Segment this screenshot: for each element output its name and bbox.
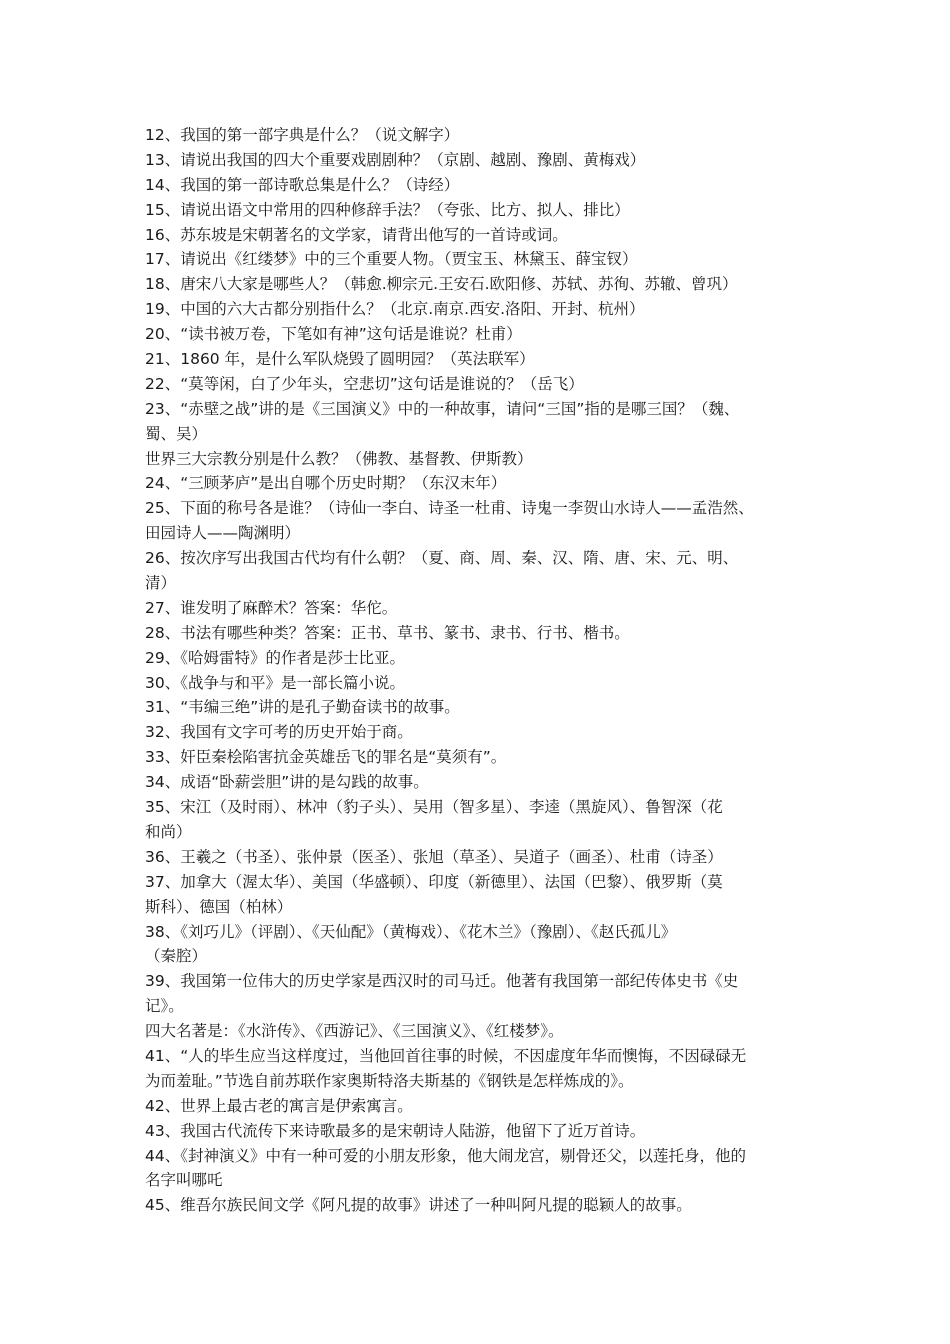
text-line: 17、请说出《红缕梦》中的三个重要人物。（贾宝玉、林黛玉、薛宝钗） (145, 250, 638, 269)
text-line: 44、《封神演义》中有一种可爱的小朋友形象，他大闹龙宫，剔骨还父，以莲托身，他的 (145, 1146, 746, 1165)
text-line: （秦腔） (145, 947, 208, 966)
text-line: 23、“赤壁之战”讲的是《三国演义》中的一种故事，请问“三国”指的是哪三国？（魏、 (145, 399, 740, 418)
text-line: 为而羞耻。”节选自前苏联作家奥斯特洛夫斯基的《钢铁是怎样炼成的》。 (145, 1071, 634, 1090)
document-body (145, 123, 810, 1218)
text-line: 37、加拿大（渥太华）、美国（华盛顿）、印度（新德里）、法国（巴黎）、俄罗斯（莫 (145, 872, 723, 891)
text-line: 30、《战争与和平》是一部长篇小说。 (145, 673, 405, 692)
text-line: 斯科）、德国（柏林） (145, 897, 293, 916)
text-line: 清） (145, 574, 177, 593)
text-line: 18、唐宋八大家是哪些人？（韩愈.柳宗元.王安石.欧阳修、苏轼、苏徇、苏辙、曾巩） (145, 275, 738, 294)
text-line: 27、谁发明了麻醉术？答案：华佗。 (145, 598, 398, 617)
text-line: 26、按次序写出我国古代均有什么朝？（夏、商、周、秦、汉、隋、唐、宋、元、明、 (145, 549, 739, 568)
text-line: 38、《刘巧儿》（评剧）、《天仙配》（黄梅戏）、《花木兰》（豫剧）、《赵氏孤儿》 (145, 922, 677, 941)
text-line: 20、“读书被万卷，下笔如有神”这句话是谁说？杜甫） (145, 325, 522, 344)
text-line: 21、1860 年，是什么军队烧毁了圆明园？（英法联军） (145, 350, 535, 369)
text-line: 世界三大宗教分别是什么教？（佛教、基督教、伊斯教） (145, 449, 533, 468)
text-line: 41、“人的毕生应当这样度过，当他回首往事的时候，不因虚度年华而懊悔，不因碌碌无 (145, 1046, 747, 1065)
text-line: 42、世界上最古老的寓言是伊索寓言。 (145, 1096, 413, 1115)
text-line: 12、我国的第一部字典是什么？（说文解字） (145, 126, 460, 144)
text-line: 14、我国的第一部诗歌总集是什么？（诗经） (145, 175, 460, 194)
text-line: 31、“韦编三绝”讲的是孔子勤奋读书的故事。 (145, 698, 460, 717)
text-line: 35、宋江（及时雨）、林冲（豹子头）、吴用（智多星）、李逵（黑旋风）、鲁智深（花 (145, 798, 723, 817)
text-line: 32、我国有文字可考的历史开始于商。 (145, 723, 413, 742)
text-line: 15、请说出语文中常用的四种修辞手法？（夸张、比方、拟人、排比） (145, 200, 630, 219)
text-line: 36、王羲之（书圣）、张仲景（医圣）、张旭（草圣）、吴道子（画圣）、杜甫（诗圣） (145, 847, 723, 866)
text-line: 田园诗人——陶渊明） (145, 524, 301, 543)
text-line: 24、“三顾茅庐”是出自哪个历史时期？（东汉末年） (145, 474, 507, 493)
text-line: 25、下面的称号各是谁？（诗仙一李白、诗圣一杜甫、诗鬼一李贺山水诗人——孟浩然、 (145, 499, 754, 518)
text-line: 29、《哈姆雷特》的作者是莎士比亚。 (145, 648, 405, 667)
text-line: 和尚） (145, 822, 192, 841)
text-line: 记》。 (145, 997, 184, 1016)
text-line: 28、书法有哪些种类？答案：正书、草书、篆书、隶书、行书、楷书。 (145, 623, 630, 642)
text-line: 13、请说出我国的四大个重要戏剧剧种？（京剧、越剧、豫剧、黄梅戏） (145, 150, 646, 169)
text-line: 蜀、吴） (145, 424, 208, 443)
text-line: 四大名著是：《水浒传》、《西游记》、《三国演义》、《红楼梦》。 (145, 1022, 564, 1041)
text-line: 19、中国的六大古都分别指什么？（北京.南京.西安.洛阳、开封、杭州） (145, 300, 645, 319)
text-line: 16、苏东坡是宋朝著名的文学家，请背出他写的一首诗或词。 (145, 225, 568, 244)
text-line: 33、奸臣秦桧陷害抗金英雄岳飞的罪名是“莫须有”。 (145, 748, 507, 767)
text-line: 名字叫哪吒 (145, 1171, 223, 1190)
text-line: 34、成语“卧薪尝胆”讲的是勾践的故事。 (145, 773, 429, 792)
text-line: 43、我国古代流传下来诗歌最多的是宋朝诗人陆游，他留下了近万首诗。 (145, 1121, 646, 1140)
text-line: 45、维吾尔族民间文学《阿凡提的故事》讲述了一种叫阿凡提的聪颖人的故事。 (145, 1196, 692, 1215)
text-line: 22、“莫等闲，白了少年头，空悲切”这句话是谁说的？（岳飞） (145, 374, 584, 393)
text-line: 39、我国第一位伟大的历史学家是西汉时的司马迁。他著有我国第一部纪传体史书《史 (145, 972, 739, 991)
